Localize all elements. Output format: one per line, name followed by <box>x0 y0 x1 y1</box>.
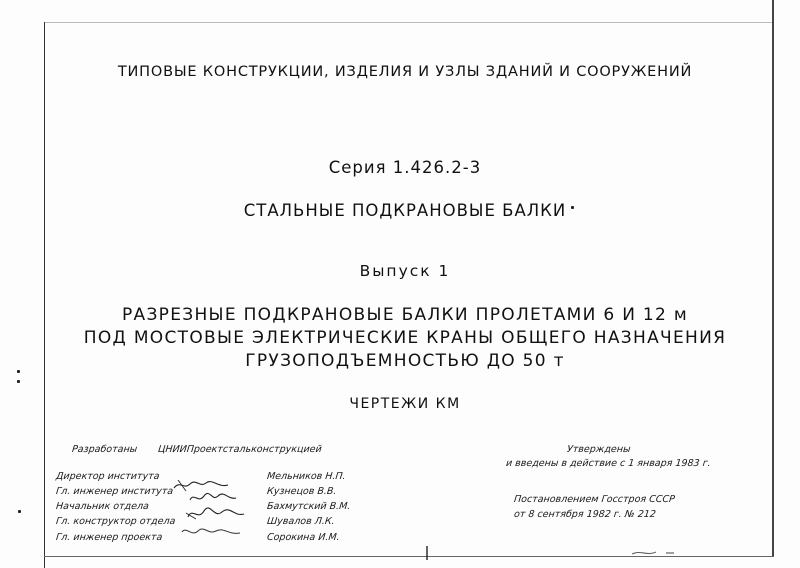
margin-mark <box>17 370 20 373</box>
staff-name: Кузнецов В.В. <box>266 486 338 497</box>
document-title: СТАЛЬНЫЕ ПОДКРАНОВЫЕ БАЛКИ <box>243 201 567 220</box>
margin-mark <box>18 510 21 513</box>
description-line: ГРУЗОПОДЪЕМНОСТЬЮ ДО 50 т <box>245 351 565 371</box>
description-line: РАЗРЕЗНЫЕ ПОДКРАНОВЫЕ БАЛКИ ПРОЛЕТАМИ 6 И 12 м <box>122 305 688 325</box>
approval-decree: Постановлением Госстроя СССР <box>513 494 676 505</box>
approval-effective-date: и введены в действие с 1 января 1983 г. <box>505 458 712 469</box>
frame-right-line <box>772 0 774 556</box>
description-line: ПОД МОСТОВЫЕ ЭЛЕКТРИЧЕСКИЕ КРАНЫ ОБЩЕГО НАЗНАЧЕНИЯ <box>83 328 727 348</box>
document-header: ТИПОВЫЕ КОНСТРУКЦИИ, ИЗДЕЛИЯ И УЗЛЫ ЗДАНИЙ И СООРУЖЕНИЙ <box>117 64 693 80</box>
signature-chief-designer <box>184 505 246 523</box>
approval-title: Утверждены <box>566 444 632 455</box>
frame-top-line <box>44 22 774 23</box>
staff-name: Сорокина И.М. <box>266 532 341 543</box>
staff-name: Мельников Н.П. <box>266 471 347 482</box>
scan-artifact-mark <box>630 548 690 558</box>
staff-name: Шувалов Л.К. <box>266 516 336 527</box>
series-number: Серия 1.426.2-3 <box>328 158 482 177</box>
staff-role: Директор института <box>55 471 161 482</box>
staff-role: Начальник отдела <box>55 501 150 512</box>
approval-decree-date: от 8 сентября 1982 г. № 212 <box>513 509 657 520</box>
staff-name: Бахмутский В.М. <box>266 501 351 512</box>
margin-mark <box>17 380 20 383</box>
staff-role: Гл. конструктор отдела <box>55 516 176 527</box>
drawings-type: ЧЕРТЕЖИ КМ <box>349 396 461 412</box>
developer-organization: ЦНИИПроектстальконструкцией <box>157 444 323 455</box>
center-tick-mark <box>420 546 434 560</box>
developed-label: Разработаны <box>71 444 138 455</box>
signature-chief-engineer <box>180 523 242 539</box>
issue-number: Выпуск 1 <box>359 262 451 280</box>
staff-role: Гл. инженер проекта <box>55 532 163 543</box>
staff-role: Гл. инженер института <box>55 486 174 497</box>
signature-head-of-department <box>188 490 238 506</box>
frame-left-line <box>44 22 45 568</box>
